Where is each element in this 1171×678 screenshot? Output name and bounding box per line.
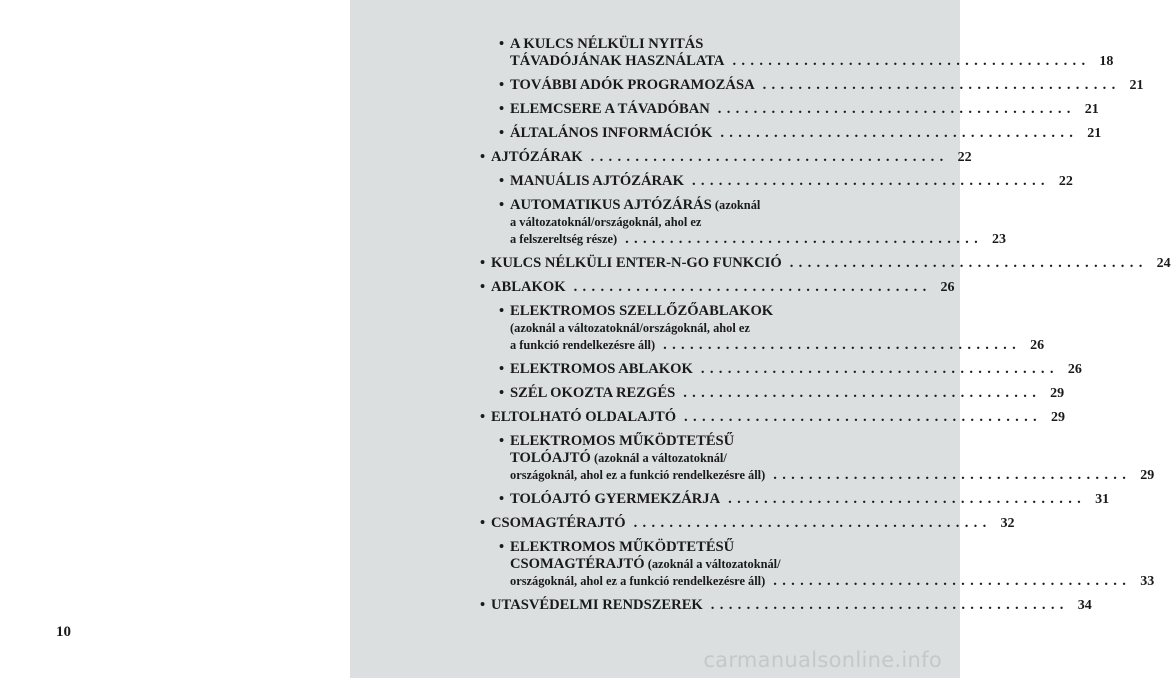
- toc-line: [510, 450, 898, 467]
- page-number: 10: [56, 624, 71, 640]
- toc-entry-text: [499, 303, 1045, 354]
- toc-line: [510, 573, 1155, 590]
- dot-leader: ........................................: [633, 515, 992, 531]
- toc-entry: [480, 515, 1015, 532]
- toc-line: [510, 556, 898, 573]
- toc-line: [491, 515, 1015, 532]
- bullet: •: [480, 515, 486, 531]
- toc-title: CSOMAGTÉRAJTÓ: [491, 515, 626, 531]
- bullet: •: [499, 36, 505, 52]
- toc-page-number: 33: [1140, 574, 1155, 589]
- dot-leader: ........................................: [700, 361, 1059, 377]
- bullet: •: [499, 491, 505, 507]
- toc-entry: [480, 173, 1073, 190]
- toc-line: [510, 433, 898, 450]
- toc-subtitle: (azoknál a változatoknál/: [590, 451, 727, 465]
- bullet: •: [480, 279, 486, 295]
- toc-title-line: [491, 409, 676, 426]
- bullet: •: [480, 255, 486, 271]
- toc-title: ÁLTALÁNOS INFORMÁCIÓK: [510, 125, 713, 141]
- toc-line: [510, 173, 1073, 190]
- dot-leader: ........................................: [773, 573, 1132, 589]
- toc-title: MANUÁLIS AJTÓZÁRAK: [510, 173, 684, 189]
- toc-line: [510, 77, 1144, 94]
- toc-title-line: [510, 231, 617, 248]
- toc-entry-text: [480, 597, 1092, 614]
- dot-leader: ........................................: [683, 385, 1042, 401]
- dot-leader: ........................................: [684, 409, 1042, 425]
- toc-title: A KULCS NÉLKÜLI NYITÁS: [510, 36, 704, 52]
- toc-entry-text: [499, 197, 1007, 248]
- toc-entry: [480, 77, 1144, 94]
- dot-leader: ........................................: [720, 125, 1079, 141]
- toc-title-line: [510, 385, 675, 402]
- toc-page-number: 26: [1067, 362, 1082, 377]
- toc-entry: [480, 101, 1099, 118]
- toc-line: [510, 491, 1110, 508]
- toc-entry-text: [480, 279, 955, 296]
- toc-line: [491, 279, 955, 296]
- toc-entry-text: [499, 361, 1082, 378]
- toc-title-line: [510, 53, 724, 70]
- toc-title-line: [510, 573, 765, 590]
- toc-title: AUTOMATIKUS AJTÓZÁRÁS: [510, 197, 712, 213]
- toc-line: [510, 320, 898, 337]
- toc-page-number: 22: [1058, 174, 1073, 189]
- dot-leader: ........................................: [573, 279, 932, 295]
- toc-entry: [480, 491, 1110, 508]
- dot-leader: ........................................: [728, 491, 1087, 507]
- toc-entry-text: [499, 539, 1155, 590]
- toc-title: CSOMAGTÉRAJTÓ: [510, 556, 645, 572]
- toc-title: TOLÓAJTÓ GYERMEKZÁRJA: [510, 491, 721, 507]
- toc-entry: [480, 149, 972, 166]
- toc-line: [510, 539, 898, 556]
- toc-page-number: 29: [1140, 468, 1155, 483]
- toc-entry: [480, 433, 1155, 484]
- toc-entry: [480, 279, 955, 296]
- toc-page-number: 21: [1084, 102, 1099, 117]
- toc-title-line: [510, 361, 693, 378]
- toc-title-line: [510, 467, 765, 484]
- toc-entry: [480, 197, 1007, 248]
- toc-title: TOVÁBBI ADÓK PROGRAMOZÁSA: [510, 77, 755, 93]
- bullet: •: [499, 125, 505, 141]
- toc-title: AJTÓZÁRAK: [491, 149, 583, 165]
- toc-page-number: 32: [1000, 516, 1015, 531]
- toc-page-number: 22: [957, 150, 972, 165]
- toc-title-line: [491, 149, 583, 166]
- toc-line: [510, 385, 1065, 402]
- toc-title: ELEKTROMOS MŰKÖDTETÉSŰ: [510, 539, 735, 555]
- toc-page-number: 21: [1087, 126, 1102, 141]
- toc-title: ABLAKOK: [491, 279, 566, 295]
- toc-page-number: 31: [1095, 492, 1110, 507]
- toc-subtitle: országoknál, ahol ez a funkció rendelkezésre áll): [510, 468, 766, 482]
- toc-line: [510, 125, 1102, 142]
- toc-subtitle: a változatoknál/országoknál, ahol ez: [510, 215, 702, 229]
- toc-entry-text: [480, 149, 972, 166]
- dot-leader: ........................................: [625, 231, 984, 247]
- watermark: carmanualsonline.info: [703, 648, 942, 672]
- toc-entry-text: [499, 36, 1114, 70]
- bullet: •: [499, 101, 505, 117]
- toc-line: [491, 149, 972, 166]
- bullet: •: [499, 361, 505, 377]
- toc-entry: [480, 255, 1171, 272]
- toc-title: ELEMCSERE A TÁVADÓBAN: [510, 101, 710, 117]
- dot-leader: ........................................: [663, 337, 1022, 353]
- toc-line: [510, 101, 1099, 118]
- toc-title-line: [510, 77, 755, 94]
- toc-line: [510, 361, 1082, 378]
- table-of-contents: [480, 36, 1171, 621]
- toc-line: [510, 231, 1007, 248]
- toc-line: [510, 303, 898, 320]
- toc-title: TOLÓAJTÓ: [510, 450, 591, 466]
- toc-entry: [480, 539, 1155, 590]
- toc-title-line: [491, 597, 703, 614]
- bullet: •: [480, 597, 486, 613]
- toc-entry-text: [499, 101, 1099, 118]
- toc-title: ELEKTROMOS SZELLŐZŐABLAKOK: [510, 303, 774, 319]
- toc-entry: [480, 36, 1114, 70]
- toc-entry-text: [480, 255, 1171, 272]
- dot-leader: ........................................: [590, 149, 949, 165]
- toc-subtitle: (azoknál a változatoknál/: [644, 557, 781, 571]
- toc-title-line: [510, 491, 720, 508]
- bullet: •: [499, 539, 505, 555]
- dot-leader: ........................................: [789, 255, 1148, 271]
- bullet: •: [499, 197, 505, 213]
- toc-page-number: 26: [1030, 338, 1045, 353]
- right-page: [350, 0, 1171, 678]
- dot-leader: ........................................: [691, 173, 1050, 189]
- toc-line: [510, 467, 1155, 484]
- toc-title-line: [491, 255, 782, 272]
- toc-title-line: [491, 279, 566, 296]
- bullet: •: [499, 433, 505, 449]
- bullet: •: [480, 149, 486, 165]
- toc-page-number: 24: [1156, 256, 1171, 271]
- toc-subtitle: a funkció rendelkezésre áll): [510, 338, 656, 352]
- toc-page-number: 23: [992, 232, 1007, 247]
- dot-leader: ........................................: [762, 77, 1121, 93]
- toc-subtitle: országoknál, ahol ez a funkció rendelkezésre áll): [510, 574, 766, 588]
- toc-title-line: [510, 101, 710, 118]
- toc-title: TÁVADÓJÁNAK HASZNÁLATA: [510, 53, 725, 69]
- toc-page-number: 21: [1129, 78, 1144, 93]
- bullet: •: [499, 77, 505, 93]
- toc-line: [491, 597, 1092, 614]
- dot-leader: ........................................: [717, 101, 1076, 117]
- toc-entry-text: [499, 491, 1110, 508]
- toc-subtitle: (azoknál: [711, 198, 761, 212]
- toc-entry-text: [480, 409, 1065, 426]
- toc-entry-text: [499, 433, 1155, 484]
- toc-subtitle: (azoknál a változatoknál/országoknál, ahol ez: [510, 321, 750, 335]
- toc-entry-text: [499, 125, 1102, 142]
- toc-line: [510, 214, 898, 231]
- toc-entry-text: [480, 515, 1015, 532]
- dot-leader: ........................................: [773, 467, 1132, 483]
- toc-line: [510, 36, 898, 53]
- toc-title-line: [510, 125, 712, 142]
- toc-entry: [480, 409, 1065, 426]
- bullet: •: [499, 303, 505, 319]
- toc-subtitle: a felszereltség része): [510, 232, 618, 246]
- toc-entry-text: [499, 385, 1065, 402]
- left-page: [0, 0, 350, 678]
- toc-title-line: [510, 173, 684, 190]
- bullet: •: [499, 385, 505, 401]
- toc-title-line: [491, 515, 626, 532]
- toc-title: ELEKTROMOS MŰKÖDTETÉSŰ: [510, 433, 735, 449]
- bullet: •: [499, 173, 505, 189]
- toc-title: ELTOLHATÓ OLDALAJTÓ: [491, 409, 677, 425]
- toc-page-number: 34: [1077, 598, 1092, 613]
- toc-title-line: [510, 337, 655, 354]
- toc-entry: [480, 597, 1092, 614]
- toc-page-number: 18: [1099, 54, 1114, 69]
- dot-leader: ........................................: [710, 597, 1069, 613]
- toc-line: [510, 53, 1114, 70]
- toc-page-number: 29: [1050, 410, 1065, 425]
- toc-title: KULCS NÉLKÜLI ENTER-N-GO FUNKCIÓ: [491, 255, 782, 271]
- toc-title: SZÉL OKOZTA REZGÉS: [510, 385, 676, 401]
- toc-entry-text: [499, 77, 1144, 94]
- toc-entry: [480, 125, 1102, 142]
- dot-leader: ........................................: [732, 53, 1091, 69]
- toc-line: [510, 197, 898, 214]
- toc-entry: [480, 303, 1045, 354]
- toc-line: [491, 255, 1171, 272]
- toc-entry: [480, 385, 1065, 402]
- toc-line: [510, 337, 1045, 354]
- toc-page-number: 29: [1050, 386, 1065, 401]
- toc-title: UTASVÉDELMI RENDSZEREK: [491, 597, 703, 613]
- toc-title: ELEKTROMOS ABLAKOK: [510, 361, 693, 377]
- toc-entry-text: [499, 173, 1073, 190]
- toc-entry: [480, 361, 1082, 378]
- toc-page-number: 26: [940, 280, 955, 295]
- toc-line: [491, 409, 1065, 426]
- bullet: •: [480, 409, 486, 425]
